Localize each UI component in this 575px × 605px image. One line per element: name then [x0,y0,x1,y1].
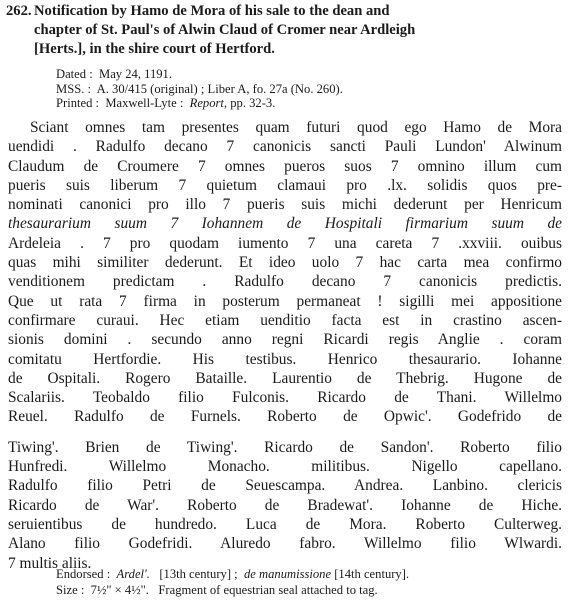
text-line: Ricardo de War'. Roberto de Bradewat'. Iohanne de Hiche. [8,496,562,514]
text-line: Hunfredi. Willelmo Monacho. militibus. Nigello capellano. [8,458,562,476]
text-line: Scalariis. Teobaldo filio Fulconis. Ricardo de Thani. Willelmo [8,389,562,407]
metadata-block [56,67,343,111]
text-line: uendidi . Radulfo decano 7 canonicis sancti Pauli Lundon' Alwinum [8,138,562,156]
heading-line-2: chapter of St. Paul's of Alwin Claud of Cromer near Ardleigh [34,22,416,38]
text-line: venditionem predictam . Radulfo decano 7 canonicis predictis. [8,273,562,291]
charter-text [8,118,562,573]
heading-line-1: 262. Notification by Hamo de Mora of his sale to the dean and [6,3,390,19]
text-line: quas mihi similiter dederunt. Et ideo uolo 7 hac carta mea confirmo [8,254,562,272]
printed-row: Printed : Maxwell-Lyte : Report, pp. 32-3. [56,96,276,111]
text-line: Claudum de Croumere 7 omnes pueros suos 7 omnino illum cum [8,157,562,175]
text-line: Que ut rata 7 firma in posterum permaneat ! sigilli mei appositione [8,292,562,310]
text-line: sionis domini . secundo anno regni Ricardi regis Anglie . coram [8,331,562,349]
text-line: comitatu Hertfordie. His testibus. Henrico thesaurario. Iohanne [8,350,562,368]
line-gap [8,427,562,438]
text-line: confirmare curaui. Hec etiam uenditio facta est in crastino ascen- [8,311,562,329]
footer-block [56,567,409,598]
endorsed-row: Endorsed : Ardel'. [13th century] ; de manumissione [14th century]. [56,567,410,581]
mss-row: MSS. : A. 30/415 (original) ; Liber A, fo. 27a (No. 260). [56,81,343,96]
text-line: nominati canonici pro illo 7 pueris suis michi dederunt per Henricum [8,196,562,214]
text-line: Tiwing'. Brien de Tiwing'. Ricardo de Sandon'. Roberto filio [8,438,562,456]
text-line: Reuel. Radulfo de Furnels. Roberto de Opwic'. Godefrido de [8,408,562,426]
text-line: thesaurarium suum 7 Iohannem de Hospitali firmarium suum de [8,215,562,233]
text-line: Sciant omnes tam presentes quam futuri quod ego Hamo de Mora [30,119,562,136]
entry-number: 262. [6,3,32,19]
text-line: 7 multis aliis. [8,554,92,572]
heading-line-3: [Herts.], in the shire court of Hertford. [34,41,275,57]
dated-row: Dated : May 24, 1191. [56,67,173,81]
entry-heading [6,2,568,59]
text-line: pueris suis liberum 7 quietum clamaui pro .lx. solidis quos pre- [8,176,562,194]
text-line: Radulfo filio Petri de Seuescampa. Andrea. Lanbino. clericis [8,477,562,495]
text-line: Ardeleia . 7 pro quodam iumento 7 una careta 7 .xxviii. ouibus [8,234,562,252]
text-line: de Ospitali. Rogero Bataille. Laurentio de Thebrig. Hugone de [8,369,562,387]
text-line: seruientibus de hundredo. Luca de Mora. Roberto Culterweg. [8,515,562,533]
size-row: Size : 7½" × 4½". Fragment of equestrian seal attached to tag. [56,582,378,597]
text-line: Alano filio Godefridi. Aluredo fabro. Willelmo filio Wlwardi. [8,535,562,553]
